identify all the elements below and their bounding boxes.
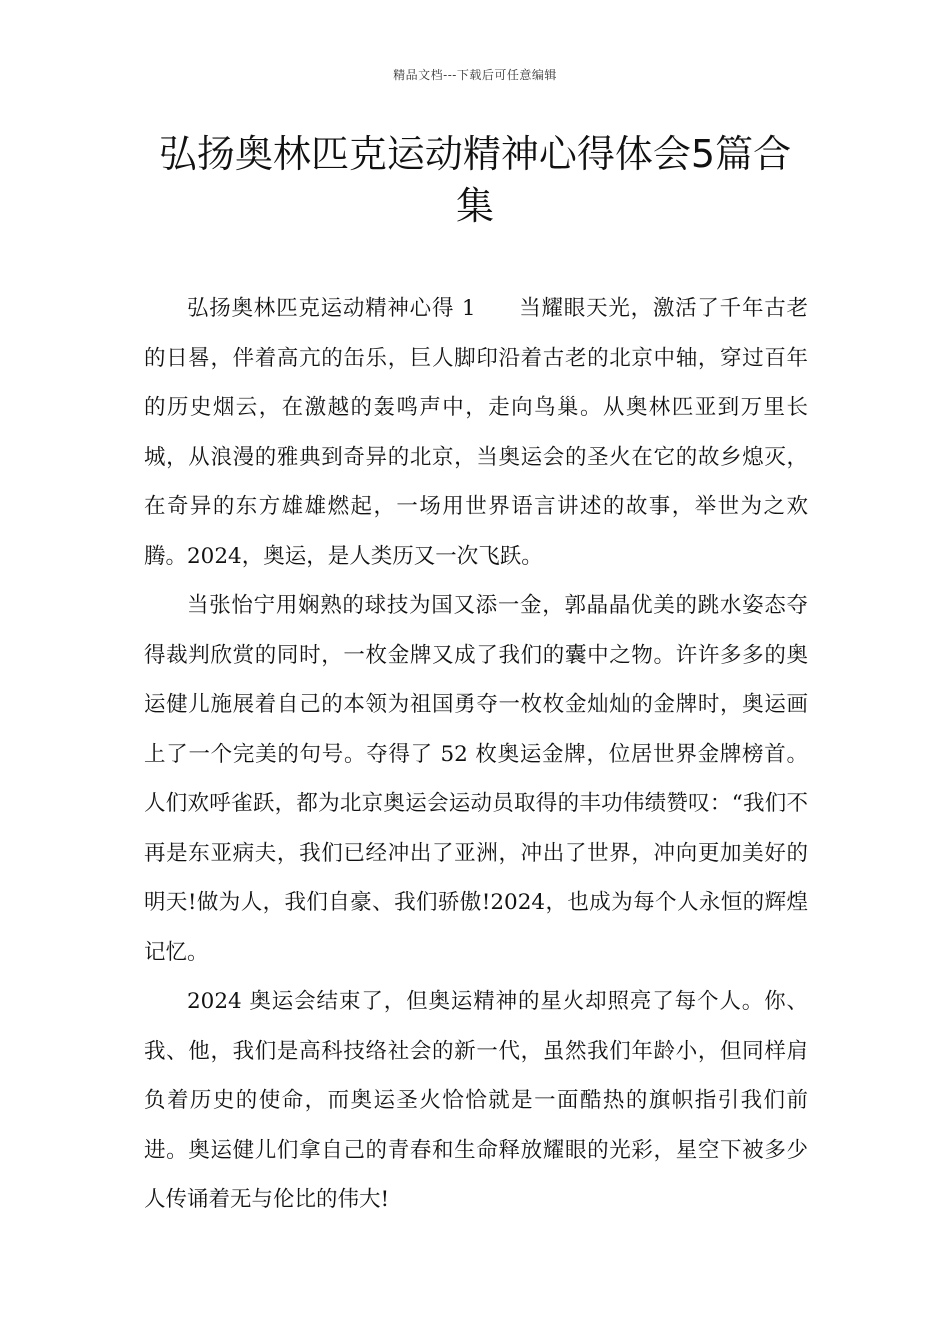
document-body bbox=[144, 284, 808, 1225]
header-note: 精品文档---下载后可任意编辑 bbox=[393, 68, 557, 82]
paragraph-1-text: 当耀眼天光，激活了千年古老的日晷，伴着高亢的缶乐，巨人脚印沿着古老的北京中轴，穿过百年的历史烟云，在激越的轰鸣声中，走向鸟巢。从奥林匹亚到万里长城，从浪漫的雅典到奇异的北京，当奥运会的圣火在它的故乡熄灭，在奇异的东方雄雄燃起，一场用世界语言讲述的故事，举世为之欢腾。2024，奥运，是人类历又一次飞跃。 bbox=[144, 296, 808, 569]
paragraph-2-text: 当张怡宁用娴熟的球技为国又添一金，郭晶晶优美的跳水姿态夺得裁判欣赏的同时，一枚金牌又成了我们的囊中之物。许许多多的奥运健儿施展着自己的本领为祖国勇夺一枚枚金灿灿的金牌时，奥运画上了一个完美的句号。夺得了 52 枚奥运金牌，位居世界金牌榜首。人们欢呼雀跃，都为北京奥运会运动员取得的丰功伟绩赞叹：“我们不再是东亚病夫，我们已经冲出了亚洲，冲出了世界，冲向更加美好的明天!做为人，我们自豪、我们骄傲!2024，也成为每个人永恒的辉煌记忆。 bbox=[144, 593, 808, 965]
paragraph-1-lead: 弘扬奥林匹克运动精神心得 1 bbox=[187, 296, 476, 321]
paragraph-1 bbox=[144, 284, 808, 581]
paragraph-3 bbox=[144, 977, 808, 1225]
page-title: 弘扬奥林匹克运动精神心得体会5篇合集 bbox=[158, 132, 792, 228]
paragraph-2 bbox=[144, 581, 808, 977]
paragraph-3-text: 2024 奥运会结束了，但奥运精神的星火却照亮了每个人。你、我、他，我们是高科技络社会的新一代，虽然我们年龄小，但同样肩负着历史的使命，而奥运圣火恰恰就是一面酷热的旗帜指引我们前进。奥运健儿们拿自己的青春和生命释放耀眼的光彩，星空下被多少人传诵着无与伦比的伟大! bbox=[144, 989, 808, 1212]
